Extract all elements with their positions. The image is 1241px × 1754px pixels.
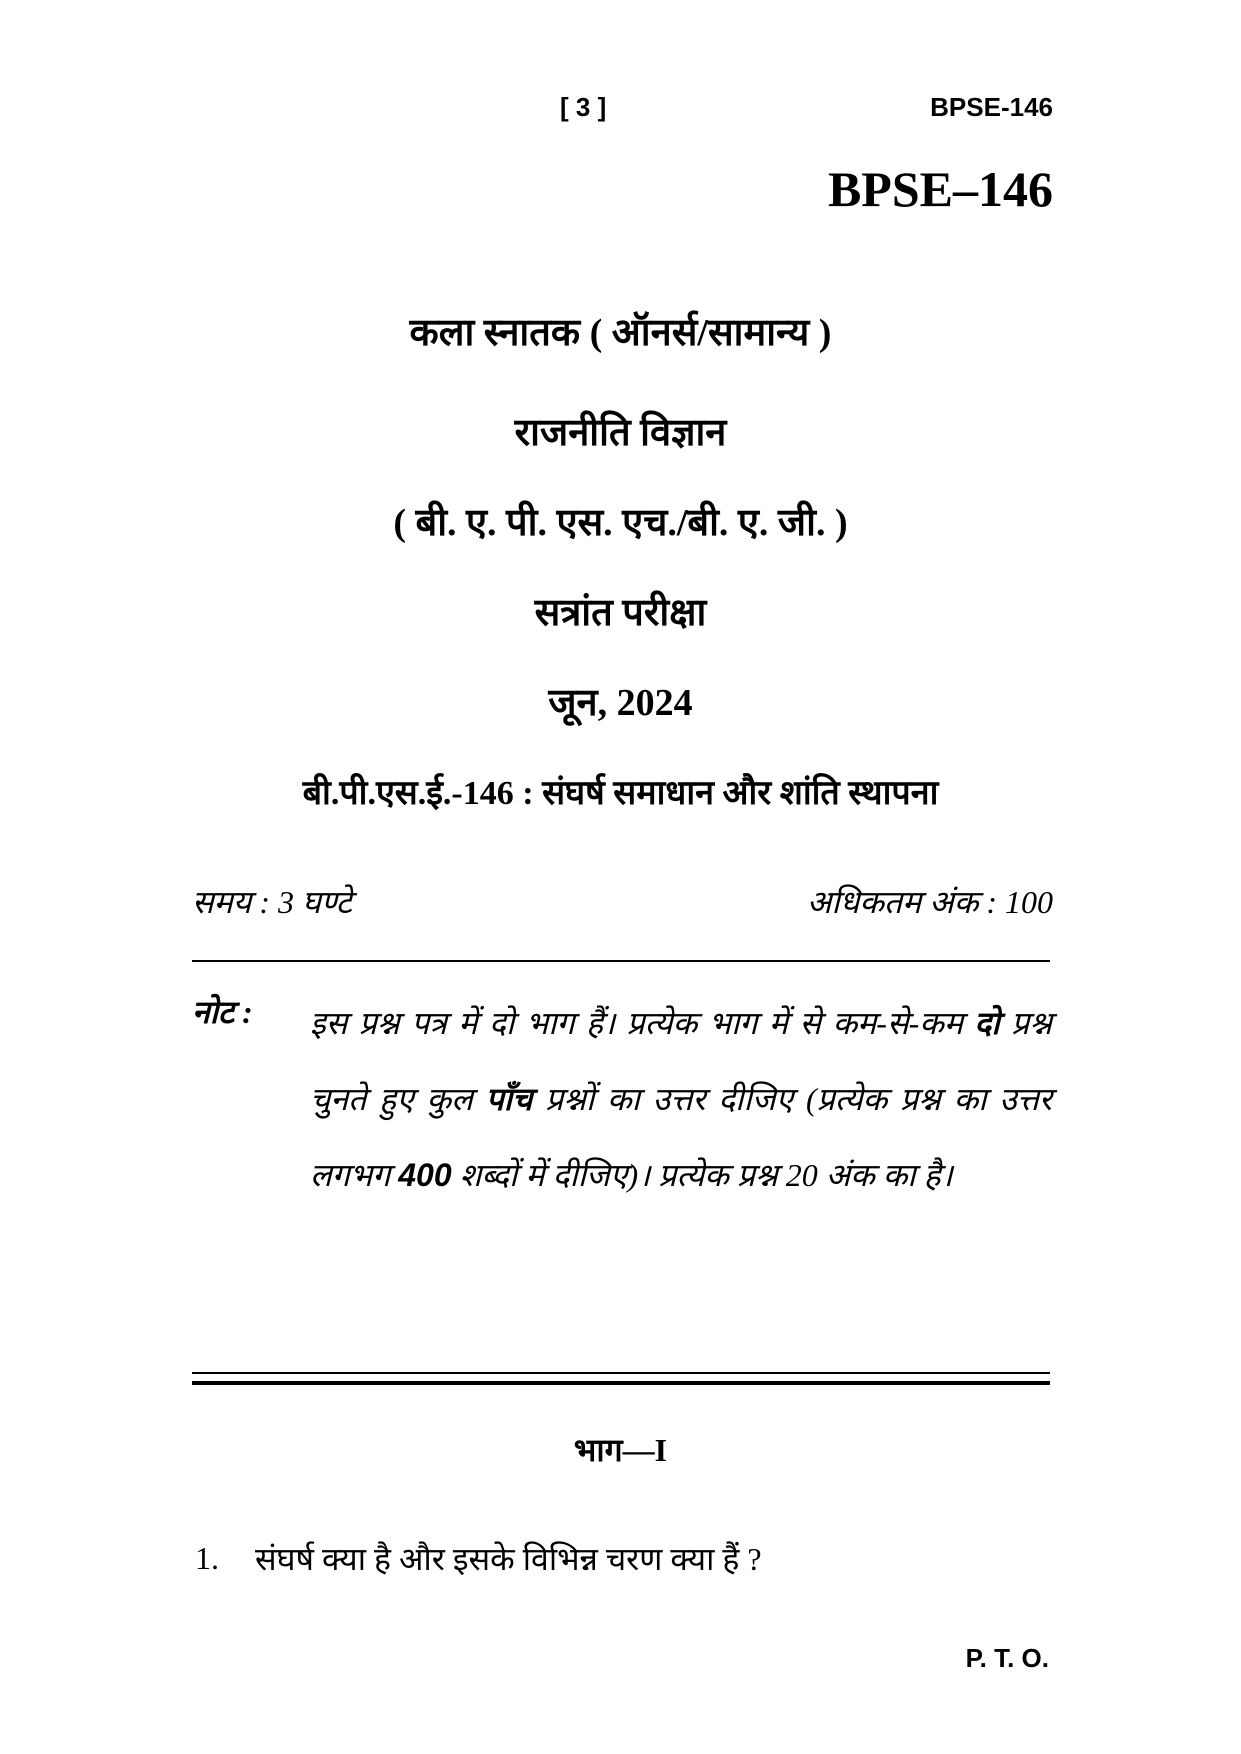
subject-title: राजनीति विज्ञान [514,412,727,454]
course-code-header: BPSE-146 [930,92,1053,122]
note-text-part: प्रश्न चुनते हुए कुल [310,1005,1052,1117]
note-text [310,985,1052,1213]
double-divider-bottom [192,1381,1050,1385]
time-allowed: समय : 3 घण्टे [192,884,352,920]
note-text-part: इस प्रश्न पत्र में दो भाग हैं। प्रत्येक भाग में से कम-से-कम [310,1005,975,1041]
double-divider-top [192,1372,1050,1374]
exam-title: सत्रांत परीक्षा [534,592,707,634]
question-text: संघर्ष क्या है और इसके विभिन्न चरण क्या हैं ? [255,1541,762,1577]
note-emphasis: पाँच [485,1081,533,1117]
degree-title: कला स्नातक ( ऑनर्स/सामान्य ) [409,312,832,354]
course-title: बी.पी.एस.ई.-146 : संघर्ष समाधान और शांति स्थापना [302,775,939,812]
pto-marker: P. T. O. [965,1643,1049,1673]
question-number: 1. [195,1540,219,1576]
section-title: भाग—I [573,1432,668,1468]
page-number: [ 3 ] [560,92,607,122]
course-code-title: BPSE–146 [827,161,1053,217]
exam-session: जून, 2024 [548,682,693,724]
programme-title: ( बी. ए. पी. एस. एच./बी. ए. जी. ) [393,502,848,544]
note-label: नोट : [192,994,253,1030]
note-text-part: प्रश्नों का उत्तर दीजिए (प्रत्येक प्रश्न का उत्तर लगभग [310,1081,1052,1193]
note-emphasis: दो [974,1005,1000,1041]
note-emphasis: 400 [398,1157,452,1193]
note-text-part: शब्दों में दीजिए)। प्रत्येक प्रश्न 20 अंक का है। [451,1157,953,1193]
divider-line [192,960,1050,962]
maximum-marks: अधिकतम अंक : 100 [806,884,1053,920]
